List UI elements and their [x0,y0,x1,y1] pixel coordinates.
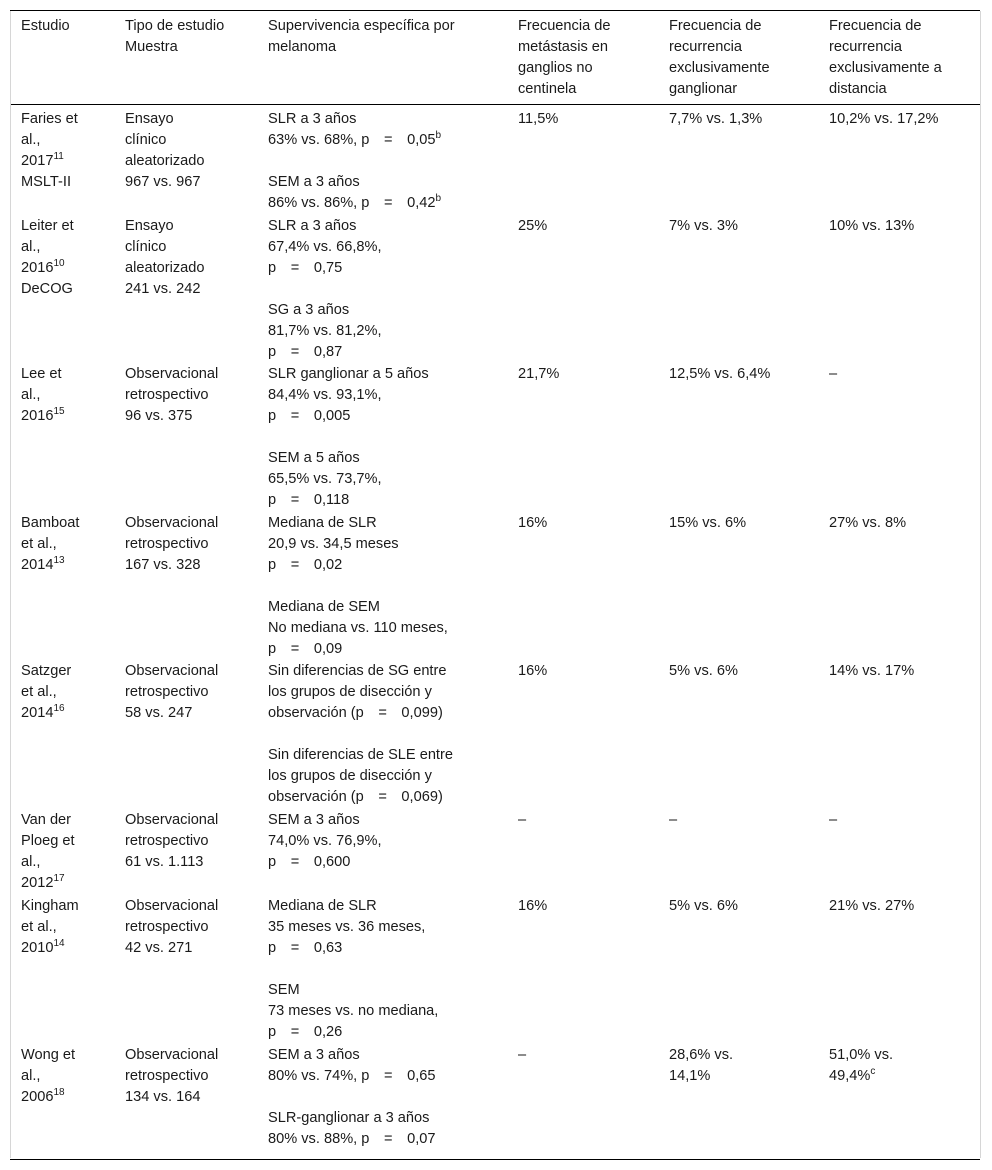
cell-text: 2017 [21,153,54,169]
cell-text: 10% vs. 13% [829,218,915,234]
distant-cell [829,513,906,534]
cell-text: retrospectivo [125,684,209,700]
cell-text: Van der [21,812,72,828]
cell-text: 12,5% vs. 6,4% [669,366,771,382]
cell-text: 16% [518,898,548,914]
cell-text: Mediana de SEM [268,599,380,615]
survival-cell [268,513,448,660]
survival-cell [268,810,382,873]
cell-text: 7,7% vs. 1,3% [669,111,763,127]
cell-text: 167 vs. 328 [125,557,201,573]
survival-cell [268,109,441,214]
cell-text: retrospectivo [125,387,209,403]
cell-text: p = 0,63 [268,940,343,956]
header-estudio: Estudio [21,18,70,34]
survival-cell [268,1045,436,1150]
cell-text: aleatorizado [125,260,205,276]
cell-text: 5% vs. 6% [669,898,738,914]
cell-text: Observacional [125,366,219,382]
header-supervivencia: Supervivencia específica por melanoma [268,18,455,55]
nodal-cell [669,1045,733,1087]
nonsentinel-cell [518,364,559,385]
cell-text: SEM a 3 años [268,174,360,190]
cell-text: 35 meses vs. 36 meses, [268,919,426,935]
cell-text: et al., [21,684,57,700]
cell-text: Ensayo [125,111,174,127]
cell-text: 58 vs. 247 [125,705,193,721]
cell-text: Sin diferencias de SG entre [268,663,447,679]
distant-cell [829,896,914,917]
cell-text: – [518,812,527,828]
nodal-cell [669,661,738,682]
cell-text: 2014 [21,557,54,573]
nonsentinel-cell [518,810,526,831]
cell-text: 2010 [21,940,54,956]
cell-text: 21% vs. 27% [829,898,915,914]
cell-text: SEM a 3 años [268,1047,360,1063]
type-cell [125,661,218,724]
cell-text: SLR-ganglionar a 3 años [268,1110,430,1126]
cell-text: SEM a 3 años [268,812,360,828]
header-recurrencia-distancia: Frecuencia de recurrencia exclusivamente a distancia [829,18,942,97]
cell-text: Faries et [21,111,78,127]
cell-text: – [829,366,838,382]
cell-text: 11,5% [518,111,559,127]
cell-text: SLR a 3 años [268,111,357,127]
cell-text: 2012 [21,875,54,891]
study-cell [21,896,79,959]
reference-superscript: 13 [53,555,65,566]
cell-text: 84,4% vs. 93,1%, [268,387,382,403]
cell-text: 80% vs. 74%, p = 0,65 [268,1068,436,1084]
cell-text: 967 vs. 967 [125,174,201,190]
nonsentinel-cell [518,1045,526,1066]
cell-text: 15% vs. 6% [669,515,747,531]
nonsentinel-cell [518,896,547,917]
cell-text: observación (p = 0,069) [268,789,443,805]
cell-text: Bamboat [21,515,80,531]
cell-text: p = 0,87 [268,344,343,360]
cell-text: SLR ganglionar a 5 años [268,366,429,382]
type-cell [125,513,218,576]
cell-text: los grupos de disección y [268,684,432,700]
type-cell [125,810,218,873]
cell-text: p = 0,02 [268,557,343,573]
reference-superscript: 11 [53,151,64,162]
cell-text: SG a 3 años [268,302,350,318]
study-cell [21,109,78,193]
cell-text: 74,0% vs. 76,9%, [268,833,382,849]
type-cell [125,896,218,959]
cell-text: los grupos de disección y [268,768,432,784]
cell-text: p = 0,118 [268,492,350,508]
cell-text: 134 vs. 164 [125,1089,201,1105]
reference-superscript: 10 [53,258,65,269]
cell-text: SEM [268,982,300,998]
cell-text: 67,4% vs. 66,8%, [268,239,382,255]
cell-text: 2006 [21,1089,54,1105]
cell-text: Mediana de SLR [268,515,377,531]
study-cell [21,364,65,427]
cell-text: 49,4% [829,1068,871,1084]
cell-text: 65,5% vs. 73,7%, [268,471,382,487]
nonsentinel-cell [518,661,547,682]
cell-text: Kingham [21,898,79,914]
type-cell [125,216,205,300]
cell-text: clínico [125,239,167,255]
survival-cell [268,364,429,511]
cell-text: – [829,812,838,828]
cell-text: Ensayo [125,218,174,234]
cell-text: Observacional [125,812,219,828]
cell-text: retrospectivo [125,1068,209,1084]
cell-text: 80% vs. 88%, p = 0,07 [268,1131,436,1147]
reference-superscript: 18 [53,1087,65,1098]
nodal-cell [669,109,762,130]
cell-text: Observacional [125,898,219,914]
cell-text: 10,2% vs. 17,2% [829,111,939,127]
study-cell [21,1045,75,1108]
cell-text: 28,6% vs. [669,1047,734,1063]
header-metastasis: Frecuencia de metástasis en ganglios no centinela [518,18,611,97]
survival-cell [268,216,382,363]
distant-cell [829,364,837,385]
nodal-cell [669,896,738,917]
cell-text: 86% vs. 86%, p = 0,42 [268,195,436,211]
cell-text: SEM a 5 años [268,450,360,466]
footnote-marker: c [870,1066,876,1077]
cell-text: 5% vs. 6% [669,663,738,679]
cell-text: retrospectivo [125,919,209,935]
distant-cell [829,216,914,237]
cell-text: 81,7% vs. 81,2%, [268,323,382,339]
cell-text: 73 meses vs. no mediana, [268,1003,439,1019]
cell-text: Lee et [21,366,62,382]
cell-text: al., [21,132,41,148]
reference-superscript: 16 [53,703,65,714]
nodal-cell [669,364,770,385]
reference-superscript: 14 [53,938,65,949]
cell-text: – [669,812,678,828]
cell-text: 2016 [21,408,54,424]
cell-text: 14,1% [669,1068,711,1084]
cell-text: retrospectivo [125,536,209,552]
nonsentinel-cell [518,109,558,130]
cell-text: Observacional [125,663,219,679]
cell-text: DeCOG [21,281,73,297]
cell-text: et al., [21,536,57,552]
footnote-marker: b [435,130,442,141]
header-recurrencia-ganglionar: Frecuencia de recurrencia exclusivamente ganglionar [669,18,770,97]
cell-text: Observacional [125,515,219,531]
cell-text: Ploeg et [21,833,75,849]
cell-text: 27% vs. 8% [829,515,907,531]
table-left-border [10,11,11,1158]
cell-text: Sin diferencias de SLE entre [268,747,453,763]
study-cell [21,661,71,724]
cell-text: – [518,1047,527,1063]
cell-text: 63% vs. 68%, p = 0,05 [268,132,436,148]
survival-cell [268,896,438,1043]
reference-superscript: 17 [53,873,65,884]
reference-superscript: 15 [53,406,65,417]
header-tipo-estudio: Tipo de estudio Muestra [125,18,225,55]
nodal-cell [669,810,677,831]
distant-cell [829,810,837,831]
cell-text: 14% vs. 17% [829,663,915,679]
cell-text: 7% vs. 3% [669,218,738,234]
cell-text: 21,7% [518,366,560,382]
cell-text: al., [21,854,41,870]
cell-text: 16% [518,663,548,679]
cell-text: et al., [21,919,57,935]
cell-text: al., [21,1068,41,1084]
type-cell [125,364,218,427]
header-rule [10,104,980,105]
nodal-cell [669,513,746,534]
cell-text: Wong et [21,1047,76,1063]
nodal-cell [669,216,738,237]
cell-text: 42 vs. 271 [125,940,193,956]
cell-text: Satzger [21,663,72,679]
cell-text: p = 0,005 [268,408,351,424]
type-cell [125,109,205,193]
cell-text: al., [21,387,41,403]
cell-text: p = 0,600 [268,854,351,870]
cell-text: 61 vs. 1.113 [125,854,204,870]
cell-text: MSLT-II [21,174,72,190]
table-right-border [980,11,981,1158]
type-cell [125,1045,218,1108]
cell-text: retrospectivo [125,833,209,849]
distant-cell [829,109,939,130]
cell-text: Leiter et [21,218,74,234]
study-cell [21,513,79,576]
cell-text: 16% [518,515,548,531]
cell-text: SLR a 3 años [268,218,357,234]
cell-text: p = 0,09 [268,641,343,657]
study-cell [21,216,74,300]
nonsentinel-cell [518,513,547,534]
cell-text: 241 vs. 242 [125,281,201,297]
cell-text: p = 0,75 [268,260,343,276]
cell-text: clínico [125,132,167,148]
cell-text: al., [21,239,41,255]
footnote-marker: b [435,193,442,204]
cell-text: 51,0% vs. [829,1047,894,1063]
survival-cell [268,661,453,808]
cell-text: 2014 [21,705,54,721]
cell-text: No mediana vs. 110 meses, [268,620,448,636]
cell-text: 20,9 vs. 34,5 meses [268,536,399,552]
cell-text: 96 vs. 375 [125,408,193,424]
cell-text: Mediana de SLR [268,898,377,914]
distant-cell [829,1045,893,1087]
cell-text: Observacional [125,1047,219,1063]
cell-text: 25% [518,218,548,234]
cell-text: aleatorizado [125,153,205,169]
study-cell [21,810,75,894]
cell-text: 2016 [21,260,54,276]
distant-cell [829,661,914,682]
nonsentinel-cell [518,216,547,237]
cell-text: observación (p = 0,099) [268,705,443,721]
cell-text: p = 0,26 [268,1024,343,1040]
